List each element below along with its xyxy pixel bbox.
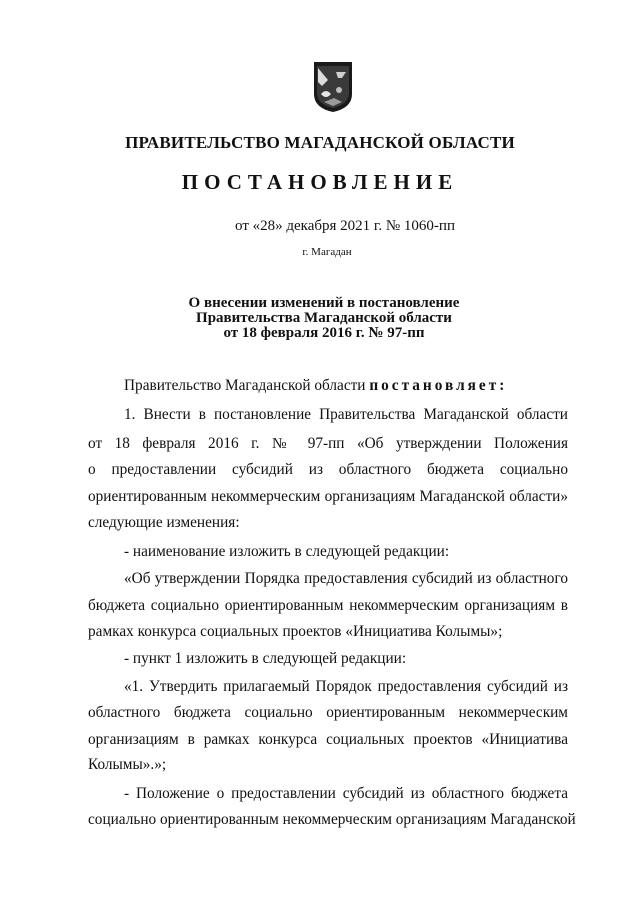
body-line: о предоставлении субсидий из областного бюджета социально	[88, 461, 568, 478]
body-line: социально ориентированным некоммерческим организациям Магаданской	[88, 811, 576, 828]
body-line: областного бюджета социально ориентированным некоммерческим	[88, 704, 568, 721]
place-of-issue: г. Магадан	[302, 246, 352, 258]
subject-line: О внесении изменений в постановление	[188, 295, 460, 311]
body-line: рамках конкурса социальных проектов «Инициатива Колымы»;	[88, 623, 503, 640]
intro-action: постановляет	[369, 377, 500, 394]
intro-suffix: :	[499, 377, 508, 394]
coat-of-arms-emblem	[312, 60, 354, 114]
subject-heading	[0, 296, 640, 341]
body-line: 1. Внести в постановление Правительства Магаданской области	[124, 406, 568, 423]
subject-line: Правительства Магаданской области	[196, 310, 452, 326]
body-line: ориентированным некоммерческим организациям Магаданской области»	[88, 488, 568, 505]
body-line: организациям в рамках конкурса социальных проектов «Инициатива	[88, 731, 568, 748]
body-line: Колымы».»;	[88, 756, 167, 773]
body-line: бюджета социально ориентированным некоммерческим организациям в	[88, 597, 568, 614]
organization-title: ПРАВИТЕЛЬСТВО МАГАДАНСКОЙ ОБЛАСТИ	[125, 133, 515, 152]
body-line: - наименование изложить в следующей редакции:	[124, 543, 450, 560]
body-line: следующие изменения:	[88, 514, 240, 531]
date-number: от «28» декабря 2021 г. № 1060-пп	[235, 218, 455, 234]
intro-prefix: Правительство Магаданской области	[124, 377, 370, 394]
subject-line: от 18 февраля 2016 г. № 97-пп	[223, 325, 425, 341]
document-type: ПОСТАНОВЛЕНИЕ	[181, 170, 459, 194]
body-line: - Положение о предоставлении субсидий из областного бюджета	[124, 785, 568, 802]
intro-paragraph	[124, 377, 604, 395]
body-line: от 18 февраля 2016 г. № 97-пп «Об утверждении Положения	[88, 435, 568, 452]
body-line: - пункт 1 изложить в следующей редакции:	[124, 650, 407, 667]
body-line: «1. Утвердить прилагаемый Порядок предоставления субсидий из	[124, 678, 568, 695]
body-line: «Об утверждении Порядка предоставления субсидий из областного	[124, 570, 568, 587]
